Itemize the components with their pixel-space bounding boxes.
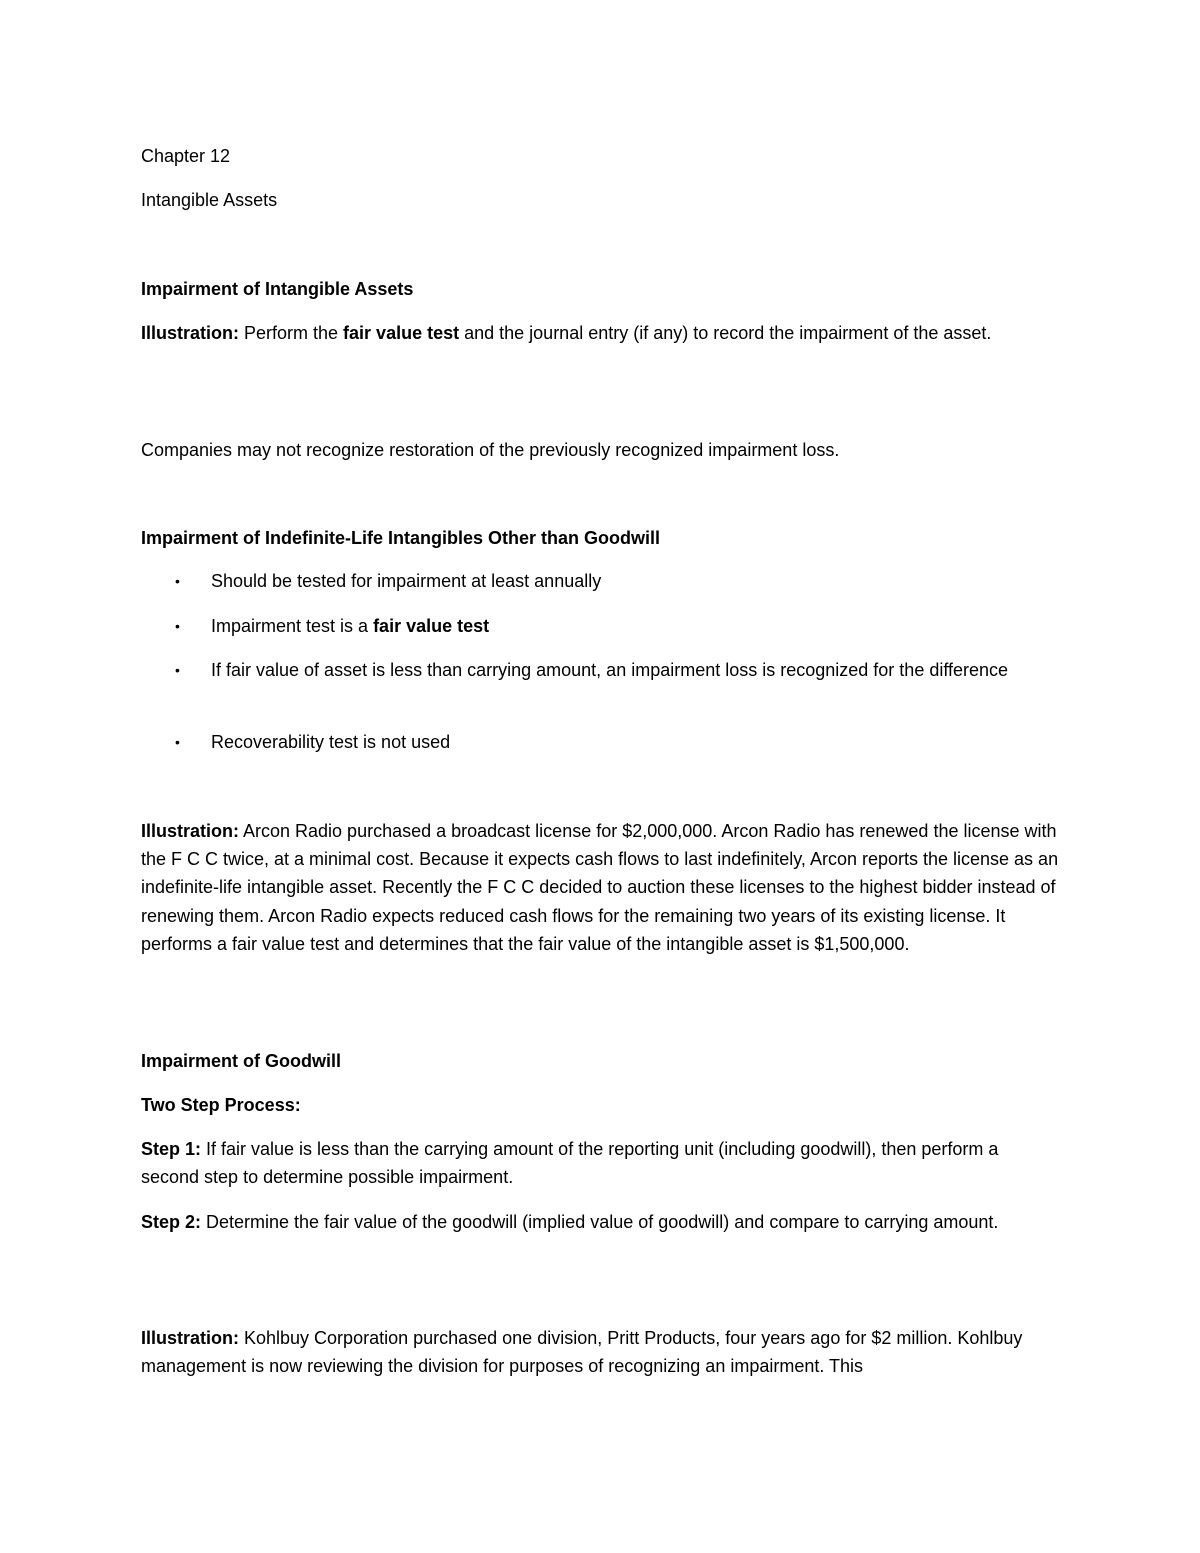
- heading-text: Impairment of Goodwill: [141, 1051, 342, 1071]
- subheading-text: Two Step Process:: [141, 1095, 301, 1115]
- illustration-text: Perform the: [239, 323, 344, 343]
- section-heading-indefinite-life: [141, 524, 1061, 552]
- bullet-text: Should be tested for impairment at least annually: [211, 571, 602, 591]
- illustration-label: Illustration:: [141, 1328, 239, 1348]
- bullet-icon: •: [175, 618, 180, 634]
- two-step-heading: [141, 1091, 1061, 1119]
- illustration-paragraph-1: [141, 319, 1061, 347]
- bullet-text: [211, 612, 1061, 640]
- chapter-title: Chapter 12: [141, 146, 231, 166]
- restoration-note: Companies may not recognize restoration of the previously recognized impairment loss.: [141, 440, 840, 460]
- illustration-paragraph-3: [141, 1324, 1061, 1380]
- illustration-text: Kohlbuy Corporation purchased one division, Pritt Products, four years ago for $2 million. Kohlbuy management is now reviewing the division for purposes of recognizing an impairment. This: [141, 1328, 1023, 1377]
- bullet-icon: •: [175, 573, 180, 589]
- bullet-text-plain: Impairment test is a: [211, 616, 374, 636]
- bullet-icon: •: [175, 662, 180, 678]
- bullet-text: Recoverability test is not used: [211, 732, 451, 752]
- section-heading-goodwill: [141, 1047, 1061, 1075]
- illustration-label: Illustration:: [141, 821, 239, 841]
- emphasis-text: fair value test: [343, 323, 460, 343]
- emphasis-text: fair value test: [373, 616, 490, 636]
- bullet-text: If fair value of asset is less than carrying amount, an impairment loss is recognized for the difference: [211, 660, 1009, 680]
- illustration-label: Illustration:: [141, 323, 239, 343]
- illustration-text: and the journal entry (if any) to record the impairment of the asset.: [459, 323, 992, 343]
- step-label: Step 1:: [141, 1139, 202, 1159]
- heading-text: Impairment of Indefinite-Life Intangibles Other than Goodwill: [141, 528, 661, 548]
- illustration-paragraph-2: [141, 817, 1061, 958]
- step-2-paragraph: [141, 1208, 1061, 1236]
- illustration-text: Arcon Radio purchased a broadcast license for $2,000,000. Arcon Radio has renewed the license with the F C C twice, at a minimal cost. Because it expects cash flows to last indefinitely, Arcon reports the license as an indefinite-life intangible asset. Recently the F C C decided to auction these licenses to the highest bidder instead of renewing them. Arcon Radio expects reduced cash flows for the remaining two years of its existing license. It performs a fair value test and determines that the fair value of the intangible asset is $1,500,000.: [141, 821, 1059, 954]
- step-text: If fair value is less than the carrying amount of the reporting unit (including goodwill), then perform a second step to determine possible impairment.: [141, 1139, 999, 1188]
- section-heading-impairment-intangibles: [141, 275, 1061, 303]
- step-1-paragraph: [141, 1135, 1061, 1191]
- heading-text: Impairment of Intangible Assets: [141, 279, 414, 299]
- subject-title: Intangible Assets: [141, 190, 278, 210]
- bullet-icon: •: [175, 734, 180, 750]
- step-text: Determine the fair value of the goodwill (implied value of goodwill) and compare to carrying amount.: [201, 1212, 999, 1232]
- step-label: Step 2:: [141, 1212, 202, 1232]
